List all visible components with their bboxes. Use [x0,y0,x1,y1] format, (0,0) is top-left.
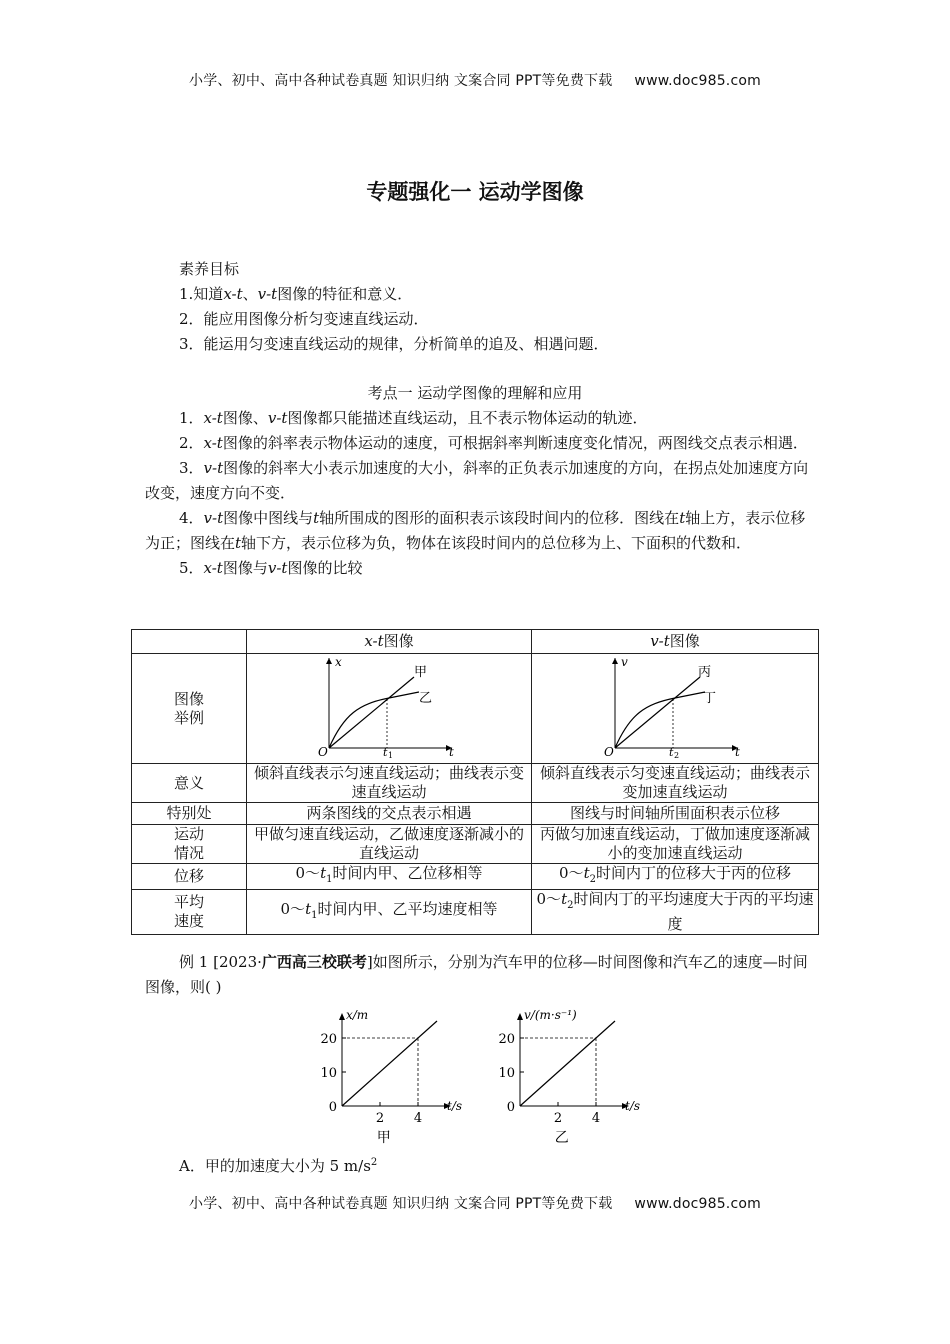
header-xt: x-t图像 [247,630,532,654]
x-tick-label: 2 [375,1111,385,1126]
row-label-example: 图像 举例 [132,654,247,764]
point-4: 4．v-t图像中图线与t轴所围成的图形的面积表示该段时间内的位移．图线在t轴上方，表示位移为正；图线在t轴下方，表示位移为负，物体在该段时间内的总位移为上、下面积的代数和． [145,509,806,552]
svg-text:O: O [318,745,328,758]
line-jia [329,677,414,748]
svg-text:甲: 甲 [414,665,428,680]
x-tick-label: 4 [591,1111,601,1126]
svg-text:乙: 乙 [419,691,433,706]
displacement-vt: $0\sim t_2$时间内丁的位移大于丙的位移 [532,864,819,890]
y-tick-label: 10 [498,1066,515,1081]
chart-jia-caption: 甲 [376,1130,391,1146]
y-axis-label: x/m [346,1008,369,1022]
option-a[interactable]: A．甲的加速度大小为 5 $m/s^2$ [179,1157,378,1175]
y-axis-arrow [517,1013,523,1020]
point-3: 3．v-t图像的斜率大小表示加速度的大小，斜率的正负表示加速度的方向，在拐点处加速度方向改变，速度方向不变． [145,459,809,502]
chart-jia [316,998,496,1146]
x-tick-label: 2 [553,1111,563,1126]
x-tick-label: 4 [413,1111,423,1126]
vt-graph [600,654,750,758]
row-label-motion: 运动 情况 [132,825,247,864]
svg-text:2: 2 [674,751,680,758]
y-tick-label: 20 [320,1032,337,1047]
footer-text: 小学、初中、高中各种试卷真题 知识归纳 文案合同 PPT等免费下载 [189,1196,613,1212]
example-text: 如图所示，分别为汽车甲的位移—时间图像和汽车乙的速度—时间图像，则( ) [145,953,808,996]
chart-yi [494,998,684,1146]
goal-item-1: 1.知道x-t、v-t图像的特征和意义． [179,285,413,303]
y-tick-label: 0 [506,1100,515,1115]
graph-xt-cell [247,654,532,764]
meaning-xt: 倾斜直线表示匀速直线运动；曲线表示变速直线运动 [247,764,532,803]
goal-item-2: 2．能应用图像分析匀变速直线运动． [179,310,429,328]
y-axis-arrow [339,1013,345,1020]
curve-ding [615,692,705,748]
svg-text:x: x [335,655,342,669]
row-label-meaning: 意义 [132,764,247,803]
row-label-avg-velocity: 平均 速度 [132,890,247,935]
meaning-vt: 倾斜直线表示匀变速直线运动；曲线表示变加速直线运动 [532,764,819,803]
page-footer [0,1193,950,1213]
comparison-table [131,629,819,935]
data-line [342,1021,437,1106]
header-url[interactable]: www.doc985.com [634,73,761,89]
svg-text:O: O [604,745,614,758]
chart-yi-caption: 乙 [554,1130,569,1146]
motion-vt: 丙做匀加速直线运动，丁做加速度逐渐减小的变加速直线运动 [532,825,819,864]
footer-url[interactable]: www.doc985.com [634,1196,761,1212]
svg-text:丁: 丁 [703,691,717,706]
svg-text:t: t [735,745,740,758]
table-corner [132,630,247,654]
x-axis-label: t/s [447,1099,463,1113]
section-body [145,406,820,581]
svg-text:t: t [449,745,454,758]
svg-text:t: t [669,746,674,758]
y-tick-label: 20 [498,1032,515,1047]
xt-graph [314,654,464,758]
avg-velocity-xt: $0\sim t_1$时间内甲、乙平均速度相等 [247,890,532,935]
data-line [520,1021,615,1106]
special-vt: 图线与时间轴所围面积表示位移 [532,803,819,825]
page-title: 专题强化一 运动学图像 [366,180,584,204]
y-tick-label: 10 [320,1066,337,1081]
header-vt: v-t图像 [532,630,819,654]
avg-velocity-vt: $0\sim t_2$时间内丁的平均速度大于丙的平均速度 [532,890,819,935]
graph-vt-cell [532,654,819,764]
special-xt: 两条图线的交点表示相遇 [247,803,532,825]
point-5: 5．x-t图像与v-t图像的比较 [179,559,363,577]
goals-heading: 素养目标 [179,260,240,278]
curve-yi [329,692,419,748]
example-label: 例 1 [179,953,209,971]
row-label-displacement: 位移 [132,864,247,890]
svg-text:丙: 丙 [698,665,712,680]
svg-text:t: t [383,746,388,758]
page-header [0,70,950,90]
goal-item-3: 3．能运用匀变速直线运动的规律，分析简单的追及、相遇问题． [179,335,609,353]
y-tick-label: 0 [328,1100,337,1115]
svg-text:1: 1 [388,751,394,758]
motion-xt: 甲做匀速直线运动，乙做速度逐渐减小的直线运动 [247,825,532,864]
y-axis-label: v/(m·s⁻¹) [524,1008,577,1022]
point-1: 1．x-t图像、v-t图像都只能描述直线运动，且不表示物体运动的轨迹． [179,409,648,427]
svg-text:v: v [621,655,628,669]
example-1: 例 1 [2023·广西高三校联考]如图所示，分别为汽车甲的位移—时间图像和汽车乙的速度—时间图像，则( ) [145,953,808,996]
displacement-xt: $0\sim t_1$时间内甲、乙位移相等 [247,864,532,890]
line-bing [615,677,700,748]
header-text: 小学、初中、高中各种试卷真题 知识归纳 文案合同 PPT等免费下载 [189,73,613,89]
section-heading: 考点一 运动学图像的理解和应用 [367,384,583,402]
row-label-special: 特别处 [132,803,247,825]
x-axis-label: t/s [625,1099,641,1113]
point-2: 2．x-t图像的斜率表示物体运动的速度，可根据斜率判断速度变化情况，两图线交点表示相遇． [179,434,808,452]
